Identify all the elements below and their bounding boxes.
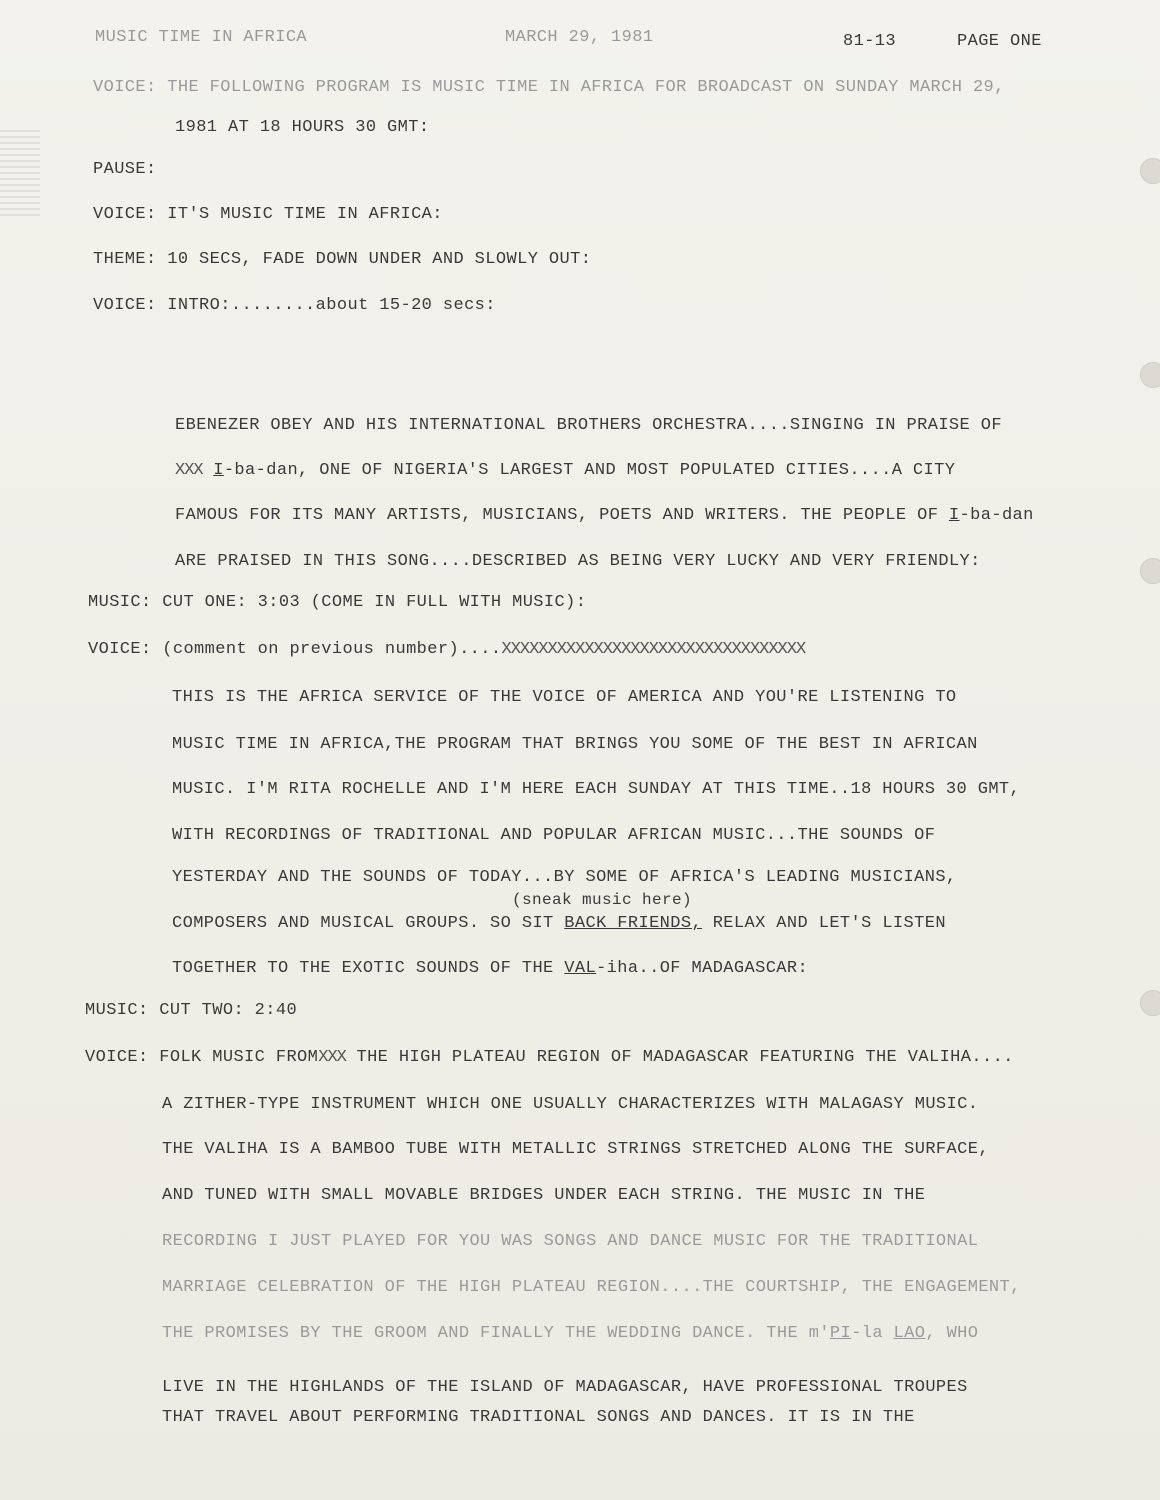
cue-label: MUSIC:	[85, 1001, 149, 1020]
script-line	[172, 735, 978, 755]
edge-smudge	[0, 130, 40, 220]
script-line	[88, 640, 805, 660]
script-line	[172, 688, 957, 708]
punch-hole	[1140, 558, 1160, 584]
underlined-syllable: VAL	[564, 959, 597, 978]
cue-label: VOICE:	[93, 205, 157, 224]
script-line	[93, 296, 496, 316]
line-text: THE FOLLOWING PROGRAM IS MUSIC TIME IN AFRICA FOR BROADCAST ON SUNDAY MARCH 29,	[167, 78, 1005, 97]
line-text: LIVE IN THE HIGHLANDS OF THE ISLAND OF MADAGASCAR, HAVE PROFESSIONAL TROUPES	[162, 1378, 968, 1397]
line-text: TOGETHER TO THE EXOTIC SOUNDS OF THE	[172, 959, 565, 978]
script-line	[85, 1048, 1014, 1068]
script-line	[175, 118, 429, 138]
script-line	[85, 1001, 297, 1021]
line-text: A ZITHER-TYPE INSTRUMENT WHICH ONE USUALLY CHARACTERIZES WITH MALAGASY MUSIC.	[162, 1095, 979, 1114]
line-text-end: RELAX AND LET'S LISTEN	[702, 914, 946, 933]
punch-hole	[1140, 990, 1160, 1016]
line-text-end: THE HIGH PLATEAU REGION OF MADAGASCAR FEATURING THE VALIHA....	[345, 1048, 1014, 1067]
cue-label: VOICE:	[88, 640, 152, 659]
cue-label: THEME:	[93, 250, 157, 269]
script-line	[162, 1186, 925, 1206]
line-text: -ba-dan, ONE OF NIGERIA'S LARGEST AND MOST POPULATED CITIES....A CITY	[223, 461, 956, 480]
script-line	[172, 868, 957, 888]
line-text: MUSIC TIME IN AFRICA,THE PROGRAM THAT BRINGS YOU SOME OF THE BEST IN AFRICAN	[172, 735, 978, 754]
line-text: CUT ONE: 3:03 (COME IN FULL WITH MUSIC):	[162, 593, 587, 612]
line-text: (comment on previous number)....	[162, 640, 502, 659]
script-line	[172, 826, 935, 846]
cue-label: VOICE:	[85, 1048, 149, 1067]
script-line	[172, 780, 1020, 800]
line-text: EBENEZER OBEY AND HIS INTERNATIONAL BROTHERS ORCHESTRA....SINGING IN PRAISE OF	[175, 416, 1002, 435]
line-text: RECORDING I JUST PLAYED FOR YOU WAS SONGS AND DANCE MUSIC FOR THE TRADITIONAL	[162, 1232, 979, 1251]
header-script-number: 81-13	[843, 32, 897, 51]
script-line	[93, 160, 157, 180]
cue-label: VOICE:	[93, 78, 157, 97]
script-line	[175, 461, 955, 481]
script-line	[93, 250, 591, 270]
cue-label: MUSIC:	[88, 593, 152, 612]
punch-hole	[1140, 158, 1160, 184]
script-line	[93, 205, 443, 225]
struck-out-text: XXXXXXXXXXXXXXXXXXXXXXXXXXXXXXXXX	[501, 640, 806, 659]
underlined-syllable: I	[948, 506, 960, 525]
line-text: ARE PRAISED IN THIS SONG....DESCRIBED AS BEING VERY LUCKY AND VERY FRIENDLY:	[175, 552, 981, 571]
underlined-syllable: PI	[829, 1324, 852, 1343]
line-text: (sneak music here)	[512, 891, 693, 909]
line-text: MUSIC. I'M RITA ROCHELLE AND I'M HERE EACH SUNDAY AT THIS TIME..18 HOURS 30 GMT,	[172, 780, 1021, 799]
underlined-syllable: LAO	[893, 1324, 926, 1343]
script-line	[172, 914, 946, 934]
line-text: 1981 AT 18 HOURS 30 GMT:	[175, 118, 430, 137]
line-text: 10 SECS, FADE DOWN UNDER AND SLOWLY OUT:	[167, 250, 592, 269]
line-text: YESTERDAY AND THE SOUNDS OF TODAY...BY SOME OF AFRICA'S LEADING MUSICIANS,	[172, 868, 957, 887]
struck-out-text: XXX	[318, 1048, 346, 1067]
punch-hole	[1140, 362, 1160, 388]
script-line	[175, 506, 1034, 526]
script-line	[162, 1140, 989, 1160]
script-line	[162, 1095, 978, 1115]
cue-label: VOICE:	[93, 296, 157, 315]
line-text: THAT TRAVEL ABOUT PERFORMING TRADITIONAL SONGS AND DANCES. IT IS IN THE	[162, 1408, 915, 1427]
line-text: THE PROMISES BY THE GROOM AND FINALLY THE WEDDING DANCE. THE m'	[162, 1324, 830, 1343]
script-line	[93, 78, 1005, 98]
script-line	[162, 1324, 978, 1344]
line-text: COMPOSERS AND MUSICAL GROUPS. SO SIT	[172, 914, 565, 933]
header-date: MARCH 29, 1981	[505, 28, 654, 47]
struck-out-text: XXX	[175, 461, 203, 480]
line-text: FOLK MUSIC FROM	[159, 1048, 319, 1067]
script-line	[88, 593, 586, 613]
script-line	[175, 416, 1002, 436]
line-text: AND TUNED WITH SMALL MOVABLE BRIDGES UNDER EACH STRING. THE MUSIC IN THE	[162, 1186, 926, 1205]
script-line	[162, 1278, 1021, 1298]
line-text: IT'S MUSIC TIME IN AFRICA:	[167, 205, 443, 224]
line-text-end: -iha..OF MADAGASCAR:	[596, 959, 809, 978]
line-text-mid: -la	[851, 1324, 894, 1343]
header-program-title: MUSIC TIME IN AFRICA	[95, 28, 308, 47]
handwritten-cue-note	[512, 890, 692, 910]
line-text: MARRIAGE CELEBRATION OF THE HIGH PLATEAU REGION....THE COURTSHIP, THE ENGAGEMENT,	[162, 1278, 1021, 1297]
line-text-end: , WHO	[925, 1324, 979, 1343]
script-line	[162, 1378, 968, 1398]
header-page-label: PAGE ONE	[957, 32, 1042, 51]
line-text: INTRO:........about 15-20 secs:	[167, 296, 496, 315]
line-text: THE VALIHA IS A BAMBOO TUBE WITH METALLIC STRINGS STRETCHED ALONG THE SURFACE,	[162, 1140, 989, 1159]
cue-label: PAUSE:	[93, 160, 157, 179]
underlined-syllable: I	[213, 461, 224, 480]
line-text: CUT TWO: 2:40	[159, 1001, 298, 1020]
script-line	[175, 552, 981, 572]
script-line	[162, 1232, 978, 1252]
underlined-phrase: BACK FRIENDS,	[564, 914, 703, 933]
script-line	[172, 959, 808, 979]
line-text: FAMOUS FOR ITS MANY ARTISTS, MUSICIANS, POETS AND WRITERS. THE PEOPLE OF	[175, 506, 949, 525]
line-text-end: -ba-dan	[959, 506, 1034, 525]
script-line	[162, 1408, 915, 1428]
line-text: WITH RECORDINGS OF TRADITIONAL AND POPULAR AFRICAN MUSIC...THE SOUNDS OF	[172, 826, 936, 845]
line-text: THIS IS THE AFRICA SERVICE OF THE VOICE OF AMERICA AND YOU'RE LISTENING TO	[172, 688, 957, 707]
